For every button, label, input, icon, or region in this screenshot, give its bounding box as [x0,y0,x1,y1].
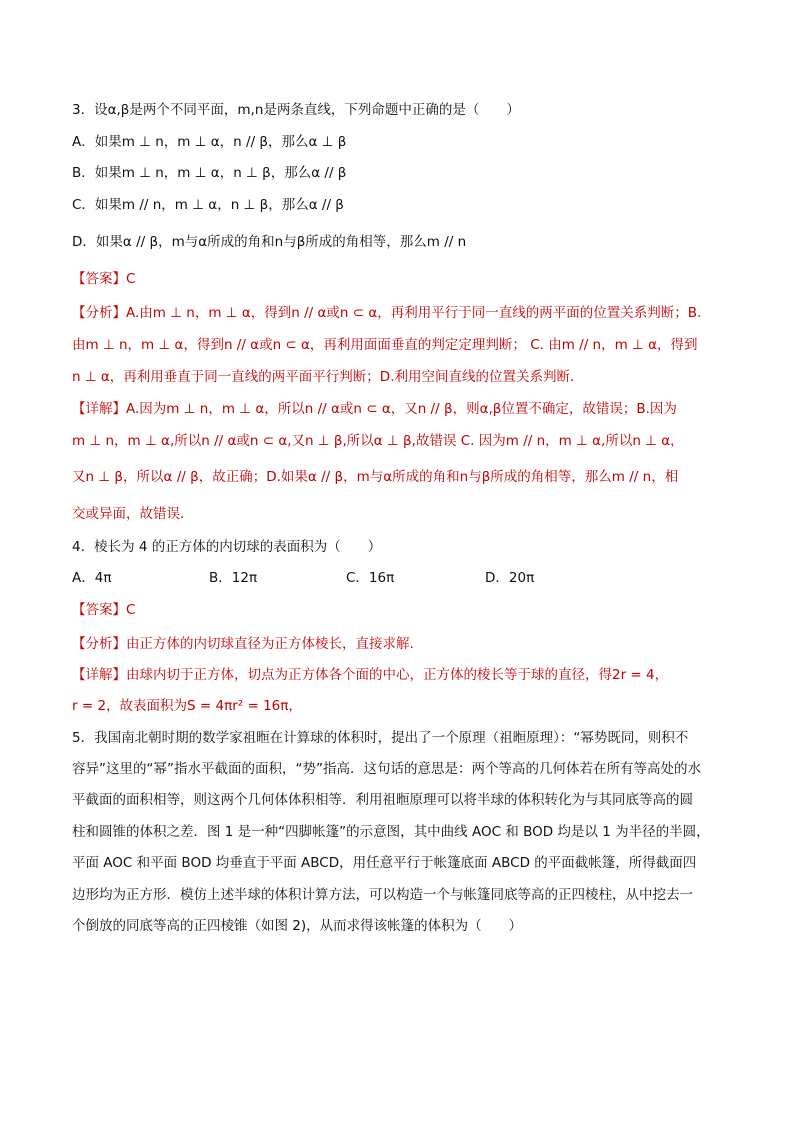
q4-answer [72,600,726,620]
q3-detail-line-4: 交或异面，故错误． [72,506,194,522]
q3-detail-line-3: 又n ⊥ β，所以α // β，故正确；D.如果α // β，m与α所成的角和n与β所成的角相等，那么m // n，相 [72,469,679,485]
q4-option-a: A．4π [72,570,112,586]
q3-analysis-line-2: 由m ⊥ n，m ⊥ α，得到n // α或n ⊂ α，再利用面面垂直的判定定理判断； C. 由m // n，m ⊥ α，得到 [72,337,698,353]
q5-line-7: 个倒放的同底等高的正四棱锥（如图 2)，从而求得该帐篷的体积为（ ） [72,918,523,934]
q5-line-5: 平面 AOC 和平面 BOD 均垂直于平面 ABCD，用任意平行于帐篷底面 ABCD 的平面截帐篷，所得截面四 [72,855,697,871]
q4-analysis [72,634,726,654]
q3-analysis-line-1 [72,303,726,323]
detail-text: 由球内切于正方体，切点为正方体各个面的中心，正方体的棱长等于球的直径，得2r = 4， [126,667,669,683]
q5-line-1: 5．我国南北朝时期的数学家祖暅在计算球的体积时，提出了一个原理（祖暅原理）：“幂势既同，则积不 [72,730,689,746]
detail-tag: 【详解】 [72,401,126,417]
analysis-tag: 【分析】 [72,305,126,321]
answer-value: C [126,271,136,287]
q5-line-2: 容异”这里的“幂”指水平截面的面积，“势”指高．这句话的意思是：两个等高的几何体若在所有等高处的水 [72,761,701,777]
analysis-text: A.由m ⊥ n，m ⊥ α，得到n // α或n ⊂ α，再利用平行于同一直线的两平面的位置关系判断；B. [126,305,702,321]
q3-answer [72,269,726,289]
q4-option-c: C．16π [346,570,395,586]
q5-line-3: 平截面的面积相等，则这两个几何体体积相等．利用祖暅原理可以将半球的体积转化为与其同底等高的圆 [72,792,693,808]
q3-stem: 3．设α,β是两个不同平面，m,n是两条直线，下列命题中正确的是（ ） [72,102,520,118]
q4-option-b: B．12π [209,570,258,586]
answer-tag: 【答案】 [72,602,126,618]
q4-stem: 4．棱长为 4 的正方体的内切球的表面积为（ ） [72,539,382,555]
q3-analysis-line-3: n ⊥ α，再利用垂直于同一直线的两平面平行判断；D.利用空间直线的位置关系判断． [72,369,584,385]
detail-text: A.因为m ⊥ n，m ⊥ α，所以n // α或n ⊂ α，又n // β，则α,β位置不确定，故错误；B.因为 [126,401,677,417]
q3-detail-line-1 [72,399,726,419]
analysis-text: 由正方体的内切球直径为正方体棱长，直接求解. [126,636,414,652]
analysis-tag: 【分析】 [72,636,126,652]
q5-line-4: 柱和圆锥的体积之差．图 1 是一种“四脚帐篷”的示意图，其中曲线 AOC 和 BOD 均是以 1 为半径的半圆， [72,824,710,840]
q4-detail-line-2: r = 2，故表面积为S = 4πr² = 16π， [72,698,302,714]
q3-option-a: A．如果m ⊥ n，m ⊥ α，n // β，那么α ⊥ β [72,134,347,150]
q4-option-d: D．20π [485,570,535,586]
q3-option-b: B．如果m ⊥ n，m ⊥ α，n ⊥ β，那么α // β [72,165,347,181]
detail-tag: 【详解】 [72,667,126,683]
q3-option-d: D．如果α // β，m与α所成的角和n与β所成的角相等，那么m // n [72,234,467,250]
q4-detail-line-1 [72,665,726,685]
q5-line-6: 边形均为正方形．模仿上述半球的体积计算方法，可以构造一个与帐篷同底等高的正四棱柱，从中挖去一 [72,887,693,903]
answer-value: C [126,602,136,618]
q3-detail-line-2: m ⊥ n，m ⊥ α,所以n // α或n ⊂ α,又n ⊥ β,所以α ⊥ β,故错误 C. 因为m // n，m ⊥ α,所以n ⊥ α， [72,433,684,449]
q3-option-c: C．如果m // n，m ⊥ α，n ⊥ β，那么α // β [72,197,344,213]
answer-tag: 【答案】 [72,271,126,287]
